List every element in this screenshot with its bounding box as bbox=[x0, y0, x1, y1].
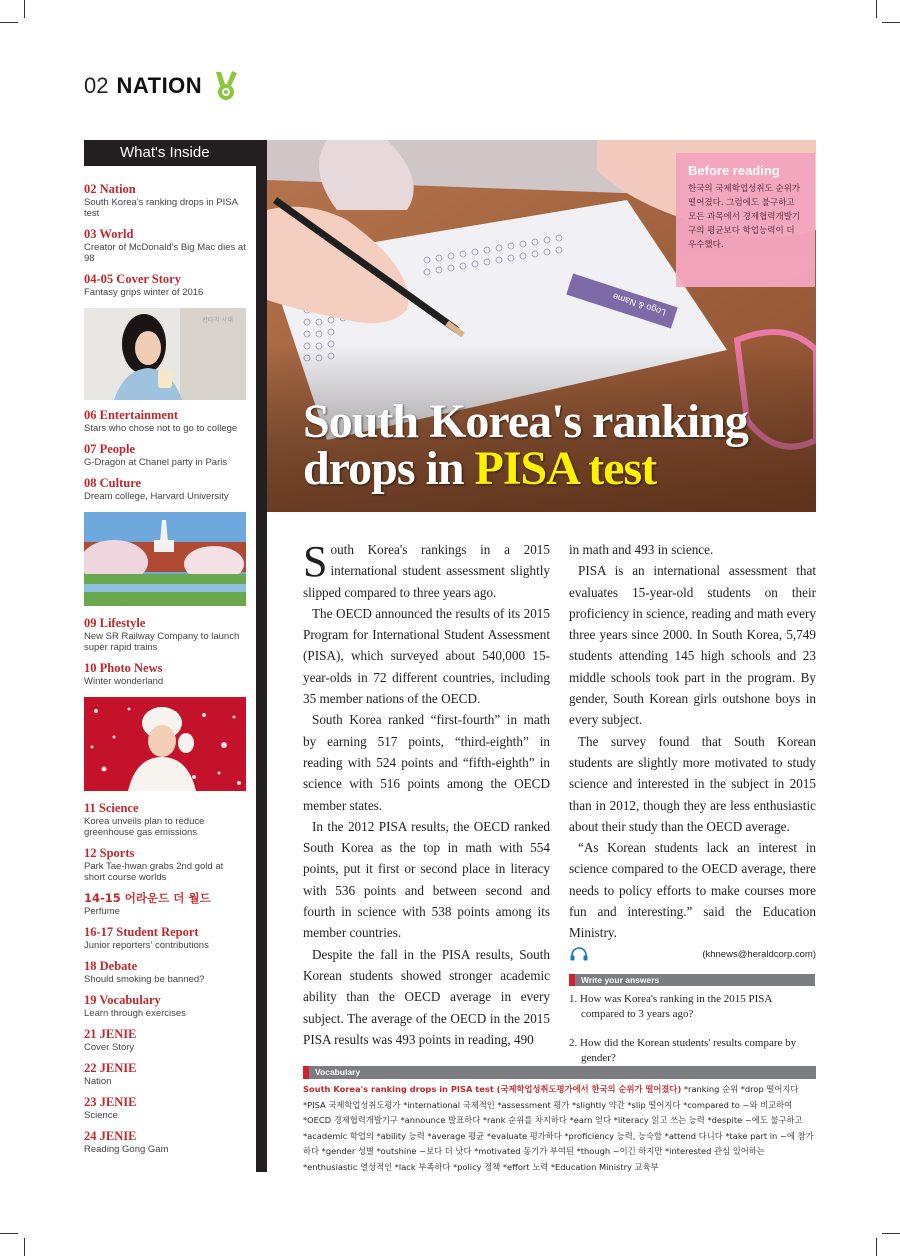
toc-item[interactable] bbox=[84, 227, 246, 264]
vocabulary-terms: *ranking 순위 *drop 떨어지다 *PISA 국제학업성취도평가 *international 국제적인 *assessment 평가 *slightly 약간 *slip 떨어지다 *compared to ~와 비교하여 *OECD 경제협력개발기구 *announce 발표하다 *rank 순위를 차지하다 *earn 얻다 *literacy 읽고 쓰는 능력 *despite ~에도 불구하고 *academic 학업의 *ability 능력 *average 평균 *evaluate 평가하다 *proficiency 능력, 능숙함 *attend 다니다 *take part in ~에 참가하다 *gender 성별 *outshine ~보다 더 낫다 *motivated 동기가 부여된 *though ~이긴 하지만 *interested 관심 있어하는 *enthusiastic 열성적인 *lack 부족하다 *policy 정책 *effort 노력 *Education Ministry 교육부 bbox=[303, 1084, 814, 1172]
article-paragraph bbox=[303, 539, 550, 603]
crop-mark bbox=[882, 22, 900, 23]
article-column-2 bbox=[569, 539, 816, 1066]
article-paragraph: PISA is an international assessment that evaluates 15-year-old students on their proficiency in science, reading and math every three years since 2000. In South Korea, 5,749 students attending 145 high schools and 23 middle schools took part in the program. By gender, South Korean girls outshone boys in every subject. bbox=[569, 563, 816, 728]
toc-title: 06 Entertainment bbox=[84, 408, 179, 422]
headline-line-1: South Korea's ranking bbox=[303, 395, 748, 448]
toc-desc: Nation bbox=[84, 1076, 112, 1087]
toc-desc: Korea unveils plan to reduce greenhouse gas emissions bbox=[84, 816, 205, 838]
sidebar-rule bbox=[256, 140, 267, 1172]
article-lead: outh Korea's rankings in a 2015 international student assessment slightly slipped compared to three years ago. bbox=[303, 542, 550, 600]
toc-desc: Stars who chose not to go to college bbox=[84, 423, 238, 434]
write-answers-header: Write your answers bbox=[569, 974, 815, 986]
toc-item[interactable] bbox=[84, 616, 246, 653]
crop-mark bbox=[0, 22, 18, 23]
toc-title: 12 Sports bbox=[84, 846, 135, 860]
source-email: (khnews@heraldcorp.com) bbox=[702, 948, 816, 960]
vocabulary-lead: South Korea's ranking drops in PISA test (국제학업성취도평가에서 한국의 순위가 떨어졌다) bbox=[303, 1084, 682, 1094]
toc-title: 07 People bbox=[84, 442, 136, 456]
article-paragraph: Despite the fall in the PISA results, South Korean students showed stronger academic ability than the OECD average in every subject. The average of the OECD in the 2015 PISA results was 493 points in reading, 490 bbox=[303, 946, 550, 1047]
harvard-photo bbox=[84, 512, 246, 606]
question-item: 2. How did the Korean students' results compare by gender? bbox=[569, 1036, 797, 1064]
toc-desc: South Korea's ranking drops in PISA test bbox=[84, 197, 238, 219]
toc-item[interactable] bbox=[84, 442, 246, 468]
toc-desc: Junior reporters' contributions bbox=[84, 940, 209, 951]
toc-title: 21 JENIE bbox=[84, 1027, 137, 1041]
toc-item[interactable] bbox=[84, 476, 246, 502]
toc-desc: Cover Story bbox=[84, 1042, 135, 1053]
article-paragraph: “As Korean students lack an interest in science compared to the OECD average, there needs to policy efforts to make courses more fun and interesting.” said the Education Ministry. bbox=[569, 840, 816, 941]
page-header bbox=[84, 70, 242, 102]
before-reading-box bbox=[676, 153, 815, 287]
before-reading-text: 한국의 국제학업성취도 순위가 떨어졌다. 그럼에도 불구하고 모든 과목에서 경제협력개발기구의 평균보다 학업능력이 더 우수했다. bbox=[688, 184, 801, 250]
drop-cap: S bbox=[303, 537, 328, 586]
headphones-icon[interactable] bbox=[569, 947, 589, 961]
toc-item[interactable] bbox=[84, 1027, 246, 1053]
toc-item[interactable] bbox=[84, 661, 246, 687]
toc-title: 08 Culture bbox=[84, 476, 142, 490]
victory-hand-logo-icon bbox=[212, 70, 242, 102]
toc-item[interactable] bbox=[84, 959, 246, 985]
question-item: 1. How was Korea's ranking in the 2015 PISA compared to 3 years ago? bbox=[569, 992, 772, 1020]
toc-title: 04-05 Cover Story bbox=[84, 272, 181, 286]
headline-highlight: PISA test bbox=[474, 442, 657, 495]
toc-item[interactable] bbox=[84, 846, 246, 883]
toc-desc: Dream college, Harvard University bbox=[84, 491, 229, 502]
toc-title: 11 Science bbox=[84, 801, 139, 815]
article-headline bbox=[303, 395, 803, 495]
toc-item[interactable] bbox=[84, 182, 246, 219]
article-paragraph: The OECD announced the results of its 2015 Program for International Student Assessment (PISA), which surveyed about 540,000 15-year-olds in 72 different countries, including 35 member nations of the OECD. bbox=[303, 605, 550, 707]
winter-wonderland-photo bbox=[84, 697, 246, 791]
toc-title: 22 JENIE bbox=[84, 1061, 137, 1075]
cover-story-photo bbox=[84, 308, 246, 400]
toc-desc: Learn through exercises bbox=[84, 1008, 186, 1019]
toc-desc: Science bbox=[84, 1110, 118, 1121]
toc-item[interactable] bbox=[84, 272, 246, 298]
toc-desc: Park Tae-hwan grabs 2nd gold at short course worlds bbox=[84, 861, 224, 883]
toc-title: 24 JENIE bbox=[84, 1129, 137, 1143]
vocabulary-header: Vocabulary bbox=[303, 1066, 816, 1079]
article-paragraph: South Korea ranked “first-fourth” in math by earning 517 points, “third-eighth” in reading with 524 points and “fifth-eighth” in science with 516 points among the OECD member states. bbox=[303, 712, 550, 813]
crop-mark bbox=[24, 1238, 25, 1256]
photo-caption: 판타지 시대 bbox=[202, 317, 233, 324]
section-title: NATION bbox=[116, 73, 203, 98]
toc-desc: Reading Gong Gam bbox=[84, 1144, 169, 1155]
toc-desc: Fantasy grips winter of 2016 bbox=[84, 287, 204, 298]
toc-item[interactable] bbox=[84, 993, 246, 1019]
article-paragraph: The survey found that South Korean students are slightly more motivated to study science and interested in the subject in 2015 than in 2012, though they are less enthusiastic about their study than the OECD average. bbox=[569, 733, 816, 834]
crop-mark bbox=[882, 1233, 900, 1234]
toc-item[interactable] bbox=[84, 925, 246, 951]
article-column-1 bbox=[303, 539, 550, 1050]
vocabulary-body bbox=[303, 1082, 816, 1176]
toc-desc: New SR Railway Company to launch super rapid trains bbox=[84, 631, 240, 653]
crop-mark bbox=[0, 1233, 18, 1234]
toc-title: 09 Lifestyle bbox=[84, 616, 146, 630]
toc-desc: Winter wonderland bbox=[84, 676, 164, 687]
headline-line-2: drops in bbox=[303, 442, 475, 495]
article-paragraph: In the 2012 PISA results, the OECD ranked South Korea as the top in math with 554 points, put it first or second place in literacy with 536 points and between second and fourth in science with 538 points among its member countries. bbox=[303, 818, 550, 941]
toc-title: 02 Nation bbox=[84, 182, 136, 196]
toc-title: 03 World bbox=[84, 227, 134, 241]
toc-desc: Creator of McDonald's Big Mac dies at 98 bbox=[84, 242, 246, 264]
toc-title: 23 JENIE bbox=[84, 1095, 137, 1109]
crop-mark bbox=[876, 0, 877, 18]
page-number: 02 bbox=[84, 73, 109, 98]
toc-item[interactable] bbox=[84, 1095, 246, 1121]
toc-item[interactable] bbox=[84, 801, 246, 838]
crop-mark bbox=[876, 1238, 877, 1256]
toc-item[interactable] bbox=[84, 891, 246, 917]
toc-item[interactable] bbox=[84, 408, 246, 434]
toc-title: 10 Photo News bbox=[84, 661, 163, 675]
toc-desc: Perfume bbox=[84, 906, 120, 917]
toc-title: 18 Debate bbox=[84, 959, 138, 973]
article-paragraph: in math and 493 in science. bbox=[569, 542, 714, 557]
toc-desc: G-Dragon at Chanel party in Paris bbox=[84, 457, 228, 468]
before-reading-title: Before reading bbox=[688, 163, 780, 178]
toc-item[interactable] bbox=[84, 1061, 246, 1087]
toc-title: 19 Vocabulary bbox=[84, 993, 161, 1007]
toc-title: 16-17 Student Report bbox=[84, 925, 199, 939]
whats-inside-title: What's Inside bbox=[84, 140, 256, 166]
article-source-line bbox=[569, 944, 816, 965]
toc-desc: Should smoking be banned? bbox=[84, 974, 205, 985]
crop-mark bbox=[24, 0, 25, 18]
toc-item[interactable] bbox=[84, 1129, 246, 1155]
whats-inside-sidebar bbox=[84, 140, 246, 1155]
vocabulary-box bbox=[303, 1066, 816, 1176]
toc-title: 14-15 어라운드 더 월드 bbox=[84, 891, 211, 905]
